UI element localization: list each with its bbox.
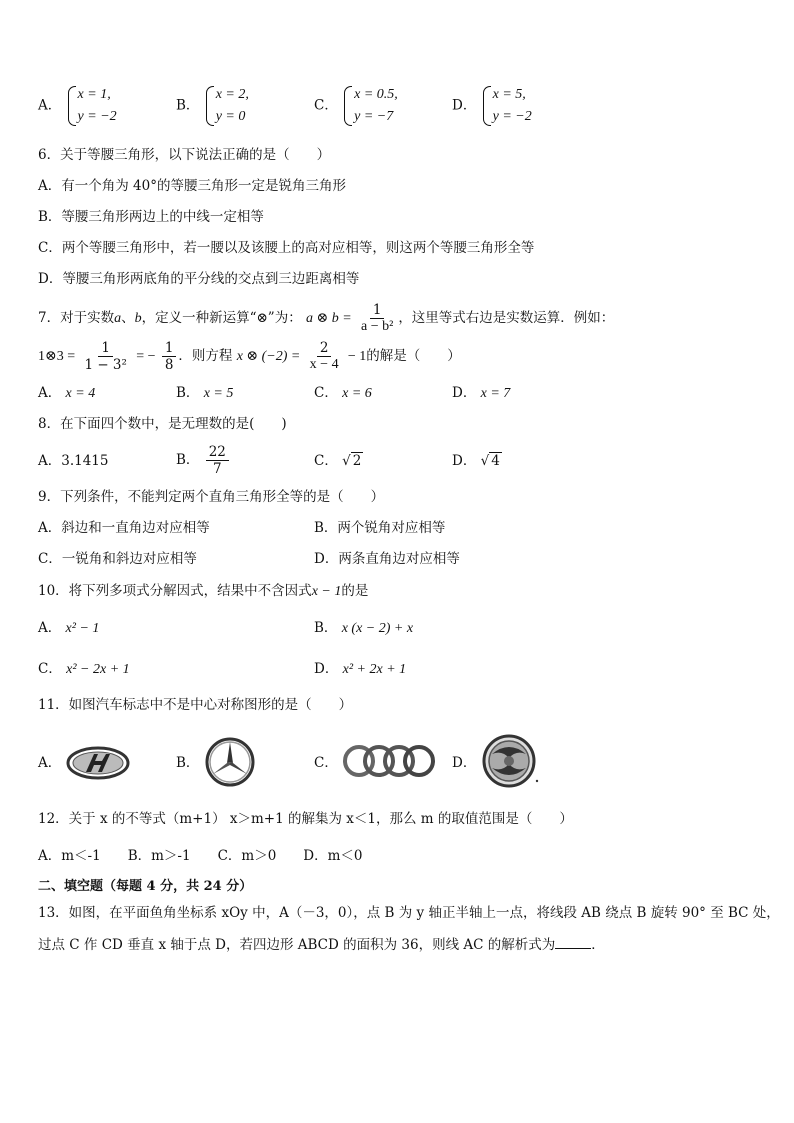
q12-options: A．m＜-1 B．m＞-1 C．m＞0 D．m＜0 [38, 848, 363, 864]
q8-option-c: C． √ 2 [314, 453, 362, 469]
q10-stem: 10．将下列多项式分解因式，结果中不含因式x − 1的是 [38, 583, 369, 599]
equation-system: x = 5, y = −2 [481, 84, 532, 128]
q7-option-b: B． x = 5 [176, 385, 234, 401]
option-label: B． [176, 97, 200, 114]
q5-option-b [176, 84, 249, 128]
q7-option-d: D． x = 7 [452, 385, 511, 401]
q10-option-c: C． x² − 2x + 1 [38, 661, 130, 677]
fraction: $\frac{22}{7}$ [206, 444, 229, 477]
equation-fraction: $\frac{2}{x - 4}$ [309, 340, 339, 372]
q7-stem-line1: 7．对于实数a、b，定义一种新运算“⊗”为： a ⊗ b = $\frac{1}{\text{a − b²}}$ ，这里等式右边是实数运算．例如： [38, 302, 615, 334]
q11-option-b-label: B． [176, 755, 200, 771]
q9-option-d: D．两条直角边对应相等 [314, 551, 460, 567]
q11-option-c-label: C． [314, 755, 338, 771]
q7-stem-line2: 1⊗3 = $\frac{1}{\text{1 − 3²}}$ = − $\frac{1}{8}$ ．则方程 x ⊗ (−2) = $\frac{2}{x - 4}$ − 1的解是（ ） [38, 340, 461, 373]
q5-option-c [314, 84, 398, 128]
q6-stem: 6．关于等腰三角形，以下说法正确的是（ ） [38, 147, 331, 163]
option-label: C． [314, 97, 338, 114]
q8-option-d: D． √ 4 [452, 453, 500, 469]
example-fraction: $\frac{1}{\text{1 − 3²}}$ [84, 340, 127, 373]
option-label: D． [452, 97, 477, 114]
q11-option-a-label: A． [38, 755, 62, 771]
equation-lhs: x ⊗ (−2) = [236, 349, 301, 364]
q7-option-c: C． x = 6 [314, 385, 372, 401]
q9-option-c: C．一锐角和斜边对应相等 [38, 551, 197, 567]
dongfeng-logo-icon [480, 734, 542, 788]
q12-stem: 12．关于 x 的不等式（m+1） x＞m+1 的解集为 x＜1，那么 m 的取值范围是（ ） [38, 811, 573, 827]
audi-rings-logo-icon [342, 742, 438, 780]
q10-option-a: A． x² − 1 [38, 620, 100, 636]
option-label: A． [38, 97, 62, 114]
q7-option-a: A． x = 4 [38, 385, 96, 401]
sqrt-expression: √ 4 [480, 453, 500, 469]
q11-option-d-label: D． [452, 755, 477, 771]
q5-option-a [38, 84, 117, 128]
q11-stem: 11．如图汽车标志中不是中心对称图形的是（ ） [38, 697, 353, 713]
q8-stem: 8．在下面四个数中，是无理数的是( ) [38, 416, 287, 432]
q8-option-a: A．3.1415 [38, 453, 109, 469]
q8-option-b: B． $\frac{22}{7}$ [176, 440, 231, 480]
q13-line1: 13．如图，在平面鱼角坐标系 xOy 中，A（－3，0），点 B 为 y 轴正半轴上一点，将线段 AB 绕点 B 旋转 90° 至 BC 处， [38, 905, 780, 921]
q9-stem: 9．下列条件，不能判定两个直角三角形全等的是（ ） [38, 489, 385, 505]
hyundai-logo-icon [66, 745, 130, 781]
example-result-fraction: $\frac{1}{8}$ [162, 340, 177, 373]
q6-option-b: B．等腰三角形两边上的中线一定相等 [38, 209, 264, 225]
equation-system: x = 0.5, y = −7 [342, 84, 398, 128]
section-title: 二、填空题（每题 4 分，共 24 分） [38, 879, 253, 894]
mercedes-logo-icon [204, 736, 256, 788]
q9-option-a: A．斜边和一直角边对应相等 [38, 520, 210, 536]
q13-line2: 过点 C 作 CD 垂直 x 轴于点 D，若四边形 ABCD 的面积为 36，则线 AC 的解析式为 ． [38, 937, 605, 953]
answer-blank [555, 935, 591, 949]
sqrt-expression: √ 2 [342, 453, 362, 469]
q9-option-b: B．两个锐角对应相等 [314, 520, 446, 536]
q10-option-d: D． x² + 2x + 1 [314, 661, 407, 677]
definition-fraction: $\frac{1}{\text{a − b²}}$ [361, 302, 394, 334]
q6-option-a: A．有一个角为 40°的等腰三角形一定是锐角三角形 [38, 178, 346, 194]
equation-system: x = 1, y = −2 [66, 84, 117, 128]
equation-system: x = 2, y = 0 [204, 84, 249, 128]
q6-option-c: C．两个等腰三角形中，若一腰以及该腰上的高对应相等，则这两个等腰三角形全等 [38, 240, 535, 256]
definition-lhs: a ⊗ b = [306, 311, 352, 326]
q10-option-b: B． x (x − 2) + x [314, 620, 414, 636]
q6-option-d: D．等腰三角形两底角的平分线的交点到三边距离相等 [38, 271, 360, 287]
q5-option-d [452, 84, 532, 128]
